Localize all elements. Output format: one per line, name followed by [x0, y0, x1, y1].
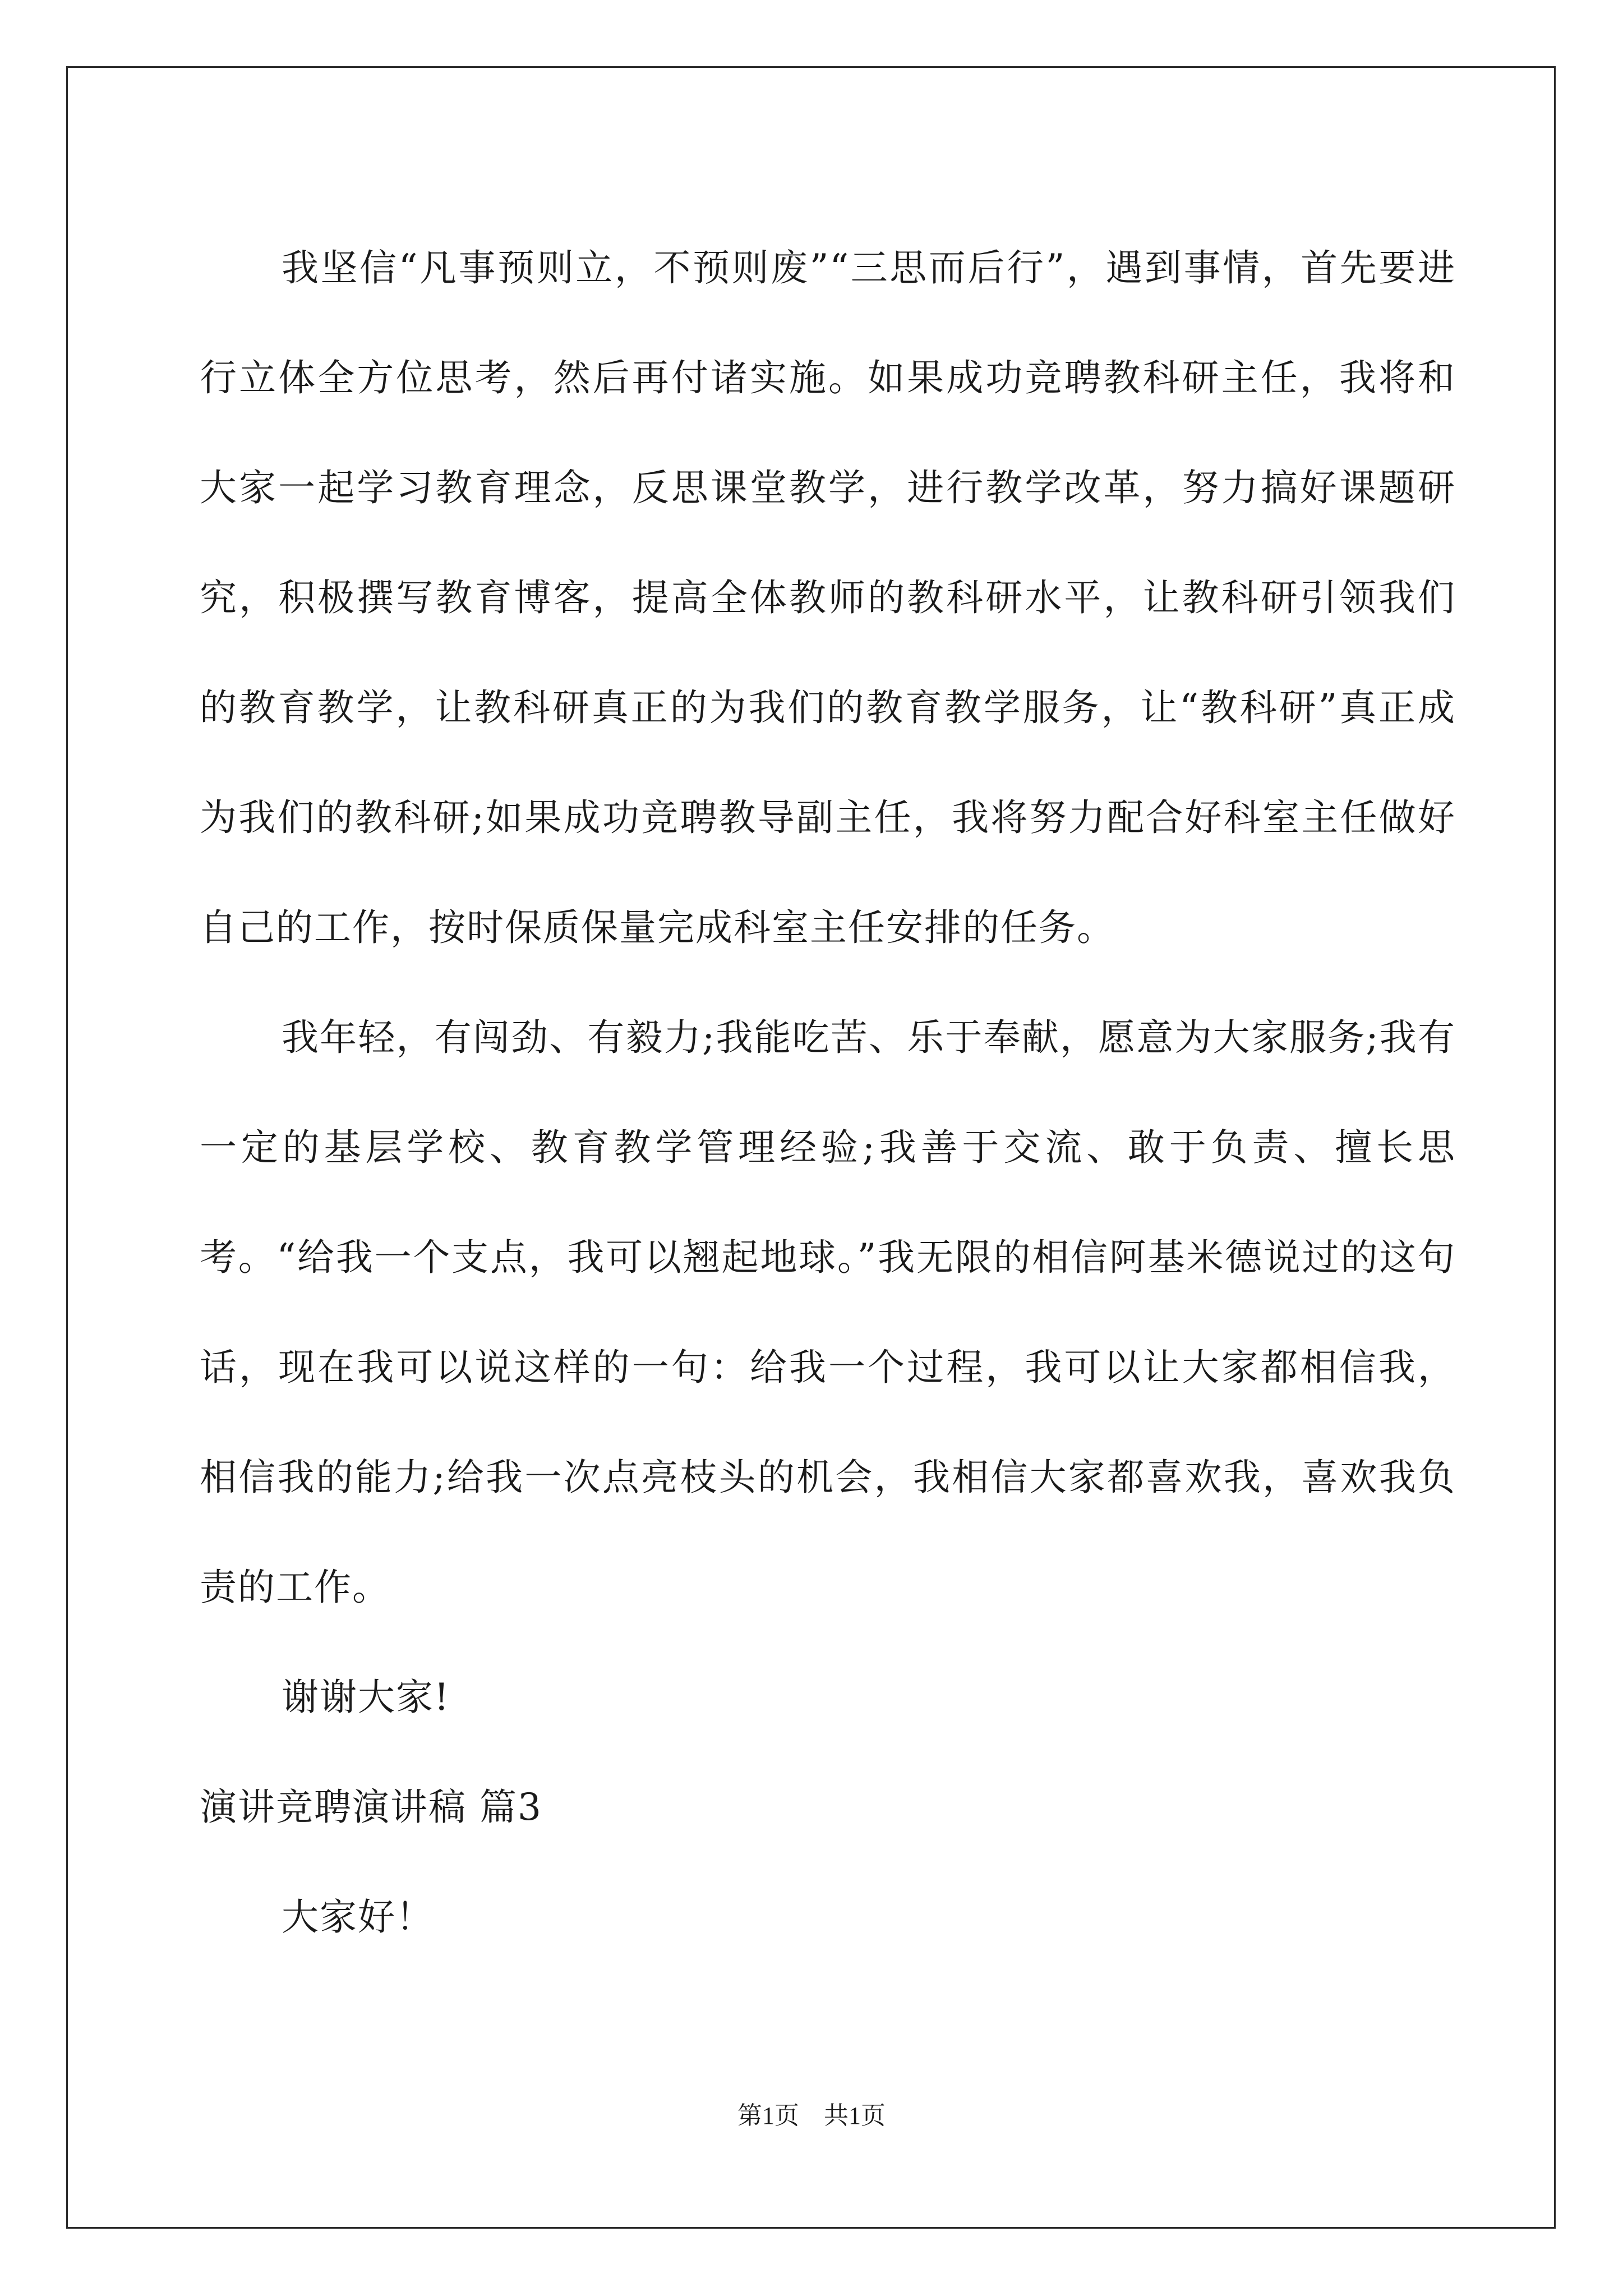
paragraph-1: 我坚信“凡事预则立，不预则废”“三思而后行”，遇到事情，首先要进行立体全方位思考，然后再付诸实施。如果成功竞聘教科研主任，我将和大家一起学习教育理念，反思课堂教学，进行教学改革，努力搞好课题研究，积极撰写教育博客，提高全体教师的教科研水平，让教科研引领我们的教育教学，让教科研真正的为我们的教育教学服务，让“教科研”真正成为我们的教科研;如果成功竞聘教导副主任，我将努力配合好科室主任做好自己的工作，按时保质保量完成科室主任安排的任务。	[200, 246, 1456, 949]
document-body	[200, 213, 1456, 1972]
section-heading: 演讲竞聘演讲稿 篇3	[200, 1786, 542, 1829]
page-footer: 第1页 共1页	[737, 2102, 886, 2129]
paragraph-2: 我年轻，有闯劲、有毅力;我能吃苦、乐于奉献，愿意为大家服务;我有一定的基层学校、教育教学管理经验;我善于交流、敢于负责、擅长思考。“给我一个支点，我可以翘起地球。”我无限的相信阿基米德说过的这句话，现在我可以说这样的一句：给我一个过程，我可以让大家都相信我，相信我的能力;给我一次点亮枝头的机会，我相信大家都喜欢我，喜欢我负责的工作。	[200, 1016, 1456, 1609]
paragraph-thanks: 谢谢大家!	[282, 1676, 450, 1719]
greeting: 大家好！	[282, 1895, 434, 1939]
